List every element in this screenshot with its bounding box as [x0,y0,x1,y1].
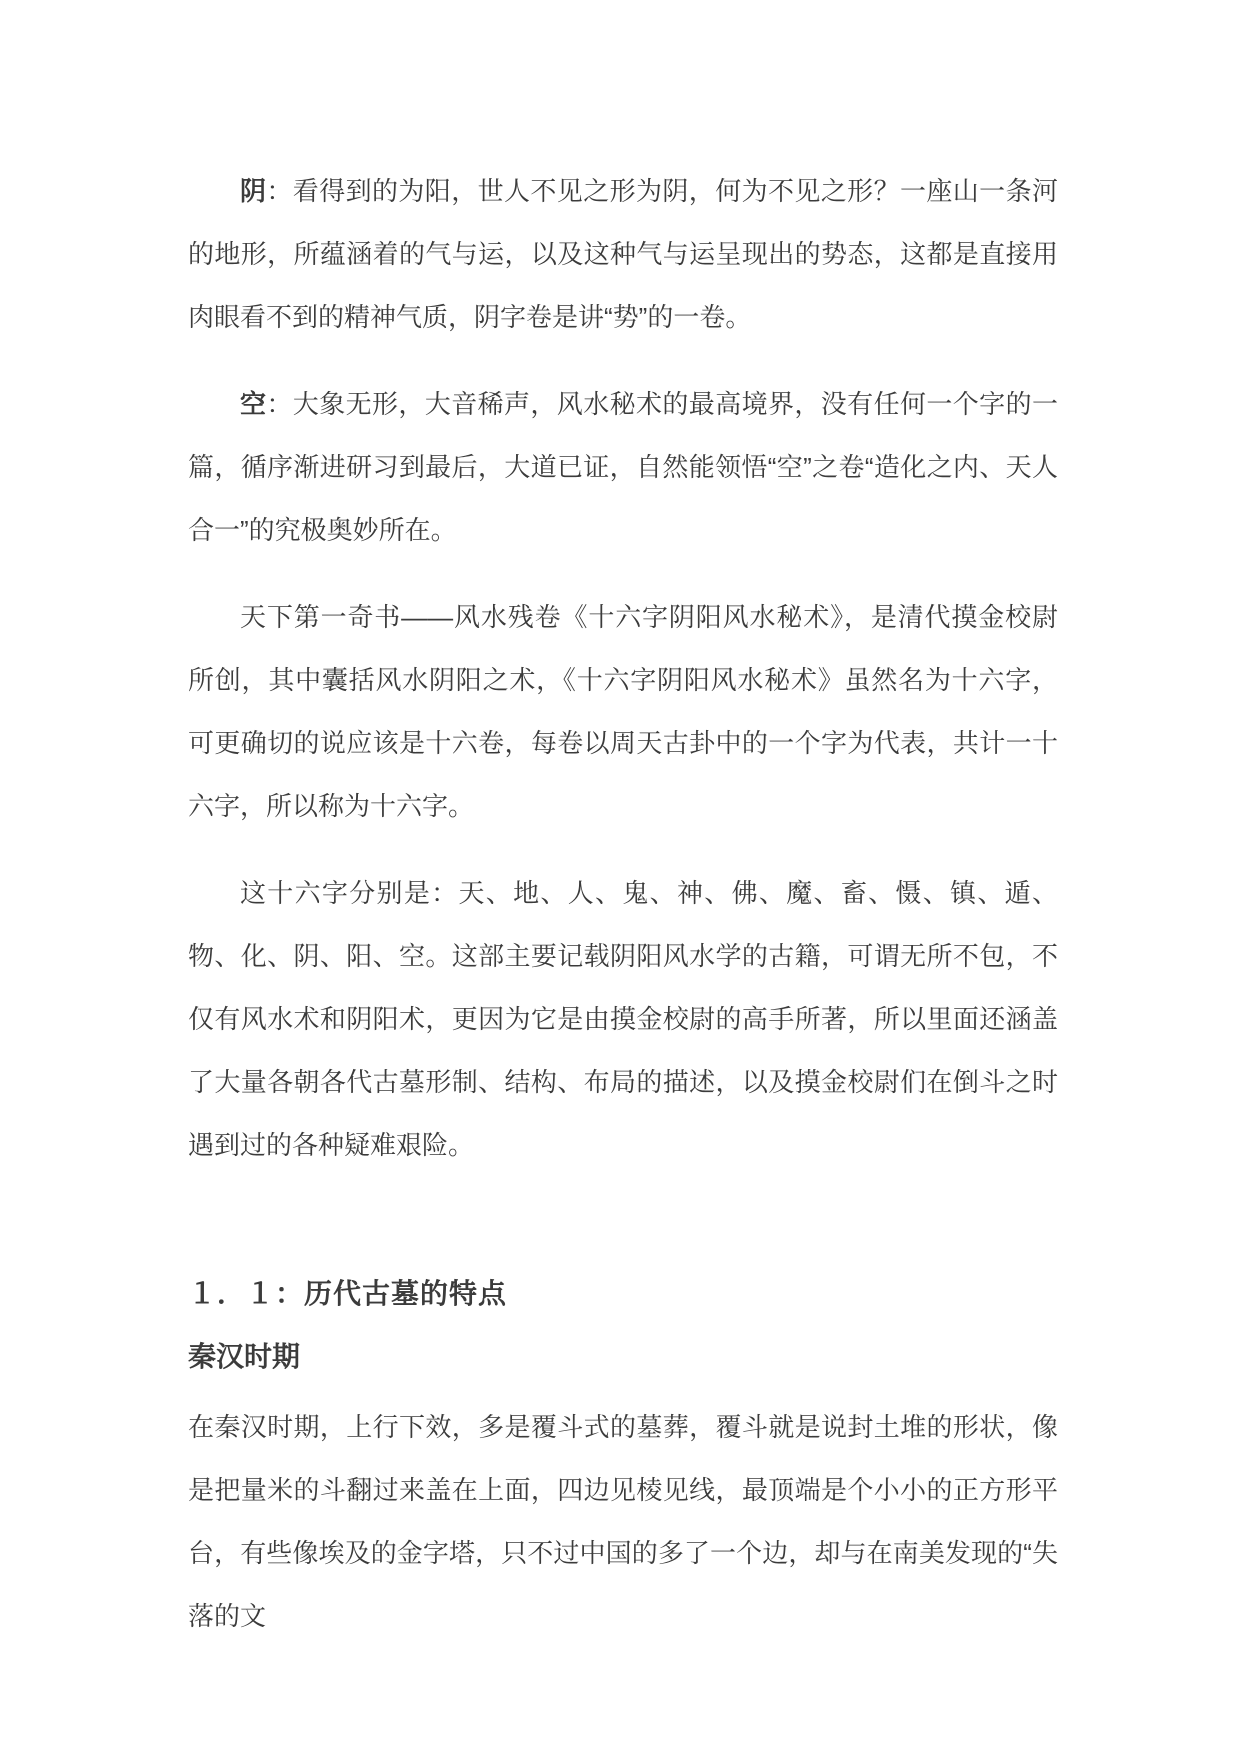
paragraph-qinhan-period [188,1396,1058,1648]
paragraph-sixteen-chars [188,862,1058,1177]
paragraph-yin [188,160,1058,349]
paragraph-sixteen-chars-text: 这十六字分别是：天、地、人、鬼、神、佛、魔、畜、慑、镇、遁、物、化、阴、阳、空。这部主要记载阴阳风水学的古籍，可谓无所不包，不仅有风水术和阴阳术，更因为它是由摸金校尉的高手所著，所以里面还涵盖了大量各朝各代古墓形制、结构、布局的描述，以及摸金校尉们在倒斗之时遇到过的各种疑难艰险。 [188,878,1058,1160]
paragraph-kong-text: ：大象无形，大音稀声，风水秘术的最高境界，没有任何一个字的一篇，循序渐进研习到最后，大道已证，自然能领悟“空”之卷“造化之内、天人合一”的究极奥妙所在。 [188,389,1058,545]
paragraph-kong [188,373,1058,562]
paragraph-qinhan-period-text: 在秦汉时期，上行下效，多是覆斗式的墓葬，覆斗就是说封土堆的形状，像是把量米的斗翻过来盖在上面，四边见棱见线，最顶端是个小小的正方形平台，有些像埃及的金字塔，只不过中国的多了一个边，却与在南美发现的“失落的文 [188,1412,1058,1631]
paragraph-book [188,586,1058,838]
paragraph-yin-text: ：看得到的为阳，世人不见之形为阴，何为不见之形？一座山一条河的地形，所蕴涵着的气与运，以及这种气与运呈现出的势态，这都是直接用肉眼看不到的精神气质，阴字卷是讲“势”的一卷。 [188,176,1058,332]
paragraph-kong-lead: 空 [240,389,267,419]
section-heading: １．１：历代古墓的特点 [188,1278,508,1309]
subsection-heading-qinhan: 秦汉时期 [188,1341,301,1372]
paragraph-book-text: 天下第一奇书——风水残卷《十六字阴阳风水秘术》，是清代摸金校尉所创，其中囊括风水阴阳之术，《十六字阴阳风水秘术》虽然名为十六字，可更确切的说应该是十六卷，每卷以周天古卦中的一个字为代表，共计一十六字，所以称为十六字。 [188,602,1058,821]
paragraph-yin-lead: 阴 [240,176,267,206]
